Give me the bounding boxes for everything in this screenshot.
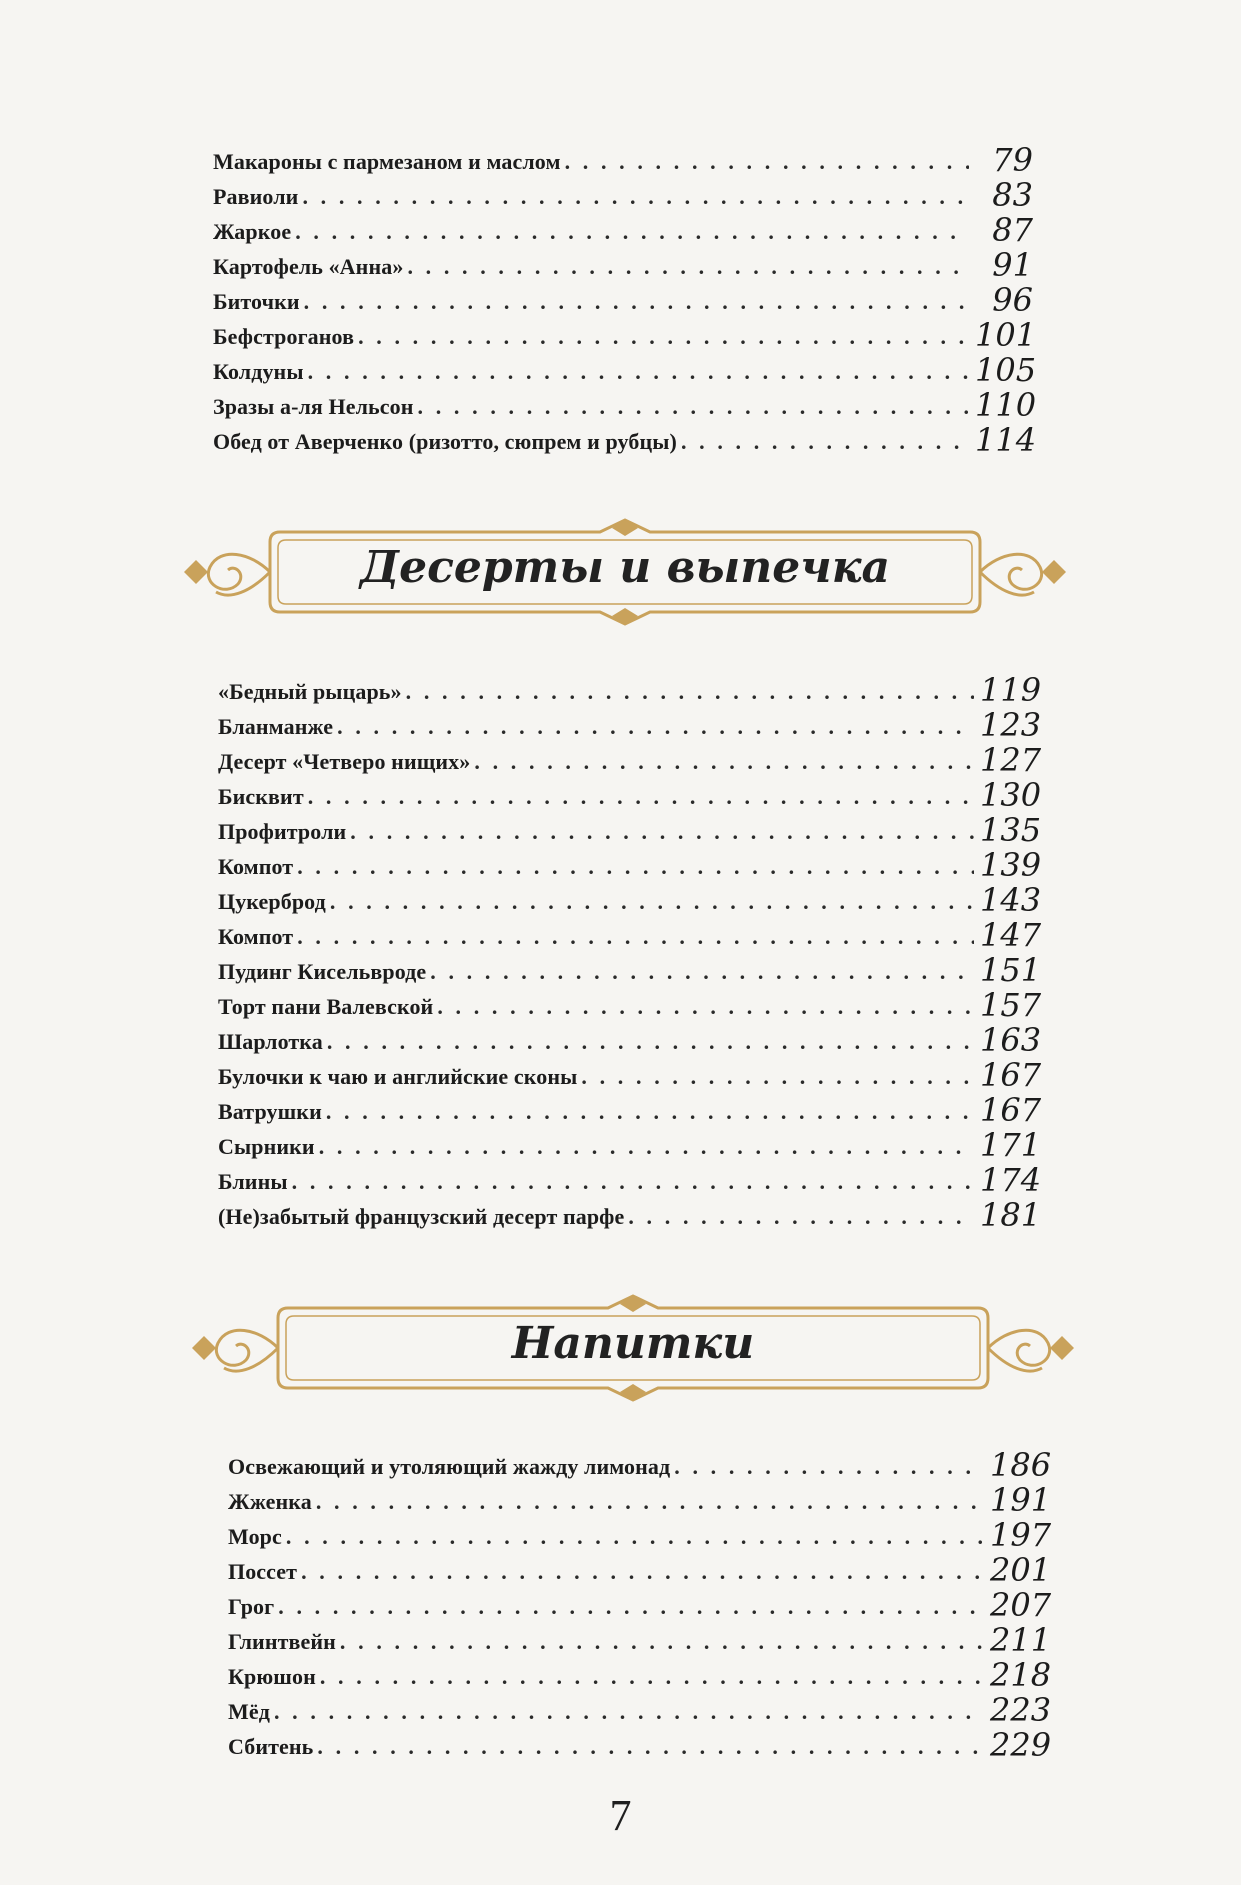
toc-entry <box>218 881 1042 919</box>
toc-entry-title: Картофель «Анна» <box>213 254 404 279</box>
toc-entry-page: 114 <box>975 421 1037 459</box>
toc-entry-title: Поссет <box>228 1559 298 1584</box>
toc-entry <box>228 1551 1052 1589</box>
toc-entry <box>218 846 1042 884</box>
toc-entry <box>218 1126 1042 1164</box>
dot-leader <box>565 149 969 175</box>
toc-entry-page: 143 <box>980 881 1042 919</box>
toc-entry-title: Блины <box>218 1169 288 1194</box>
toc-entry <box>218 671 1042 709</box>
toc-entry-title: Жаркое <box>213 219 292 244</box>
dot-leader <box>295 219 969 245</box>
toc-entry <box>218 1056 1042 1094</box>
toc-entry-page: 123 <box>980 706 1042 744</box>
toc-entry-page: 163 <box>980 1021 1042 1059</box>
dot-leader <box>297 854 974 880</box>
toc-entry-page: 211 <box>990 1621 1052 1659</box>
toc-entry-title: Зразы а-ля Нельсон <box>213 394 414 419</box>
toc-entry-page: 127 <box>980 741 1042 779</box>
toc-entry-page: 135 <box>980 811 1042 849</box>
toc-entry-title: Профитроли <box>218 819 347 844</box>
toc-entry-page: 157 <box>980 986 1042 1024</box>
dot-leader <box>337 714 974 740</box>
dot-leader <box>278 1594 984 1620</box>
toc-entry-title: Десерт «Четверо нищих» <box>218 749 471 774</box>
toc-entry <box>228 1656 1052 1694</box>
toc-entry-page: 96 <box>992 281 1033 319</box>
dot-leader <box>430 959 974 985</box>
dot-leader <box>406 679 974 705</box>
dot-leader <box>418 394 969 420</box>
toc-entry-title: Биточки <box>213 289 300 314</box>
toc-entry <box>228 1481 1052 1519</box>
toc-entry-page: 110 <box>975 386 1037 424</box>
toc-entry <box>218 706 1042 744</box>
toc-entry-title: Глинтвейн <box>228 1629 336 1654</box>
toc-entry <box>213 282 1033 317</box>
dot-leader <box>308 784 974 810</box>
toc-entry <box>213 351 1037 389</box>
toc-entry-page: 147 <box>980 916 1042 954</box>
toc-entry-title: Компот <box>218 854 294 879</box>
dot-leader <box>316 1489 984 1515</box>
toc-entry <box>213 212 1033 247</box>
toc-entry-page: 151 <box>980 951 1042 989</box>
toc-entry <box>228 1621 1052 1659</box>
toc-entry-page: 119 <box>980 671 1042 709</box>
toc-entry-title: (Не)забытый французский десерт парфе <box>218 1204 625 1229</box>
dot-leader <box>308 359 969 385</box>
dot-leader <box>301 1559 984 1585</box>
toc-entry-title: Крюшон <box>228 1664 316 1689</box>
toc-entry-title: Бисквит <box>218 784 304 809</box>
toc-entry <box>218 776 1042 814</box>
toc-entry-title: Сбитень <box>228 1734 314 1759</box>
toc-entry-title: Сырники <box>218 1134 315 1159</box>
toc-entry <box>228 1691 1052 1729</box>
toc-list-main-end <box>213 141 1037 459</box>
page-number: 7 <box>609 1791 632 1840</box>
toc-entry-title: Торт пани Валевской <box>218 994 434 1019</box>
dot-leader <box>474 749 974 775</box>
toc-entry <box>218 1161 1042 1199</box>
toc-entry-title: Освежающий и утоляющий жажду лимонад <box>228 1454 671 1479</box>
toc-entry <box>213 421 1037 459</box>
toc-entry-page: 79 <box>992 141 1033 179</box>
toc-entry-title: Бефстроганов <box>213 324 355 349</box>
toc-list-drinks <box>228 1446 1052 1764</box>
dot-leader <box>674 1454 984 1480</box>
toc-entry-title: Булочки к чаю и английские сконы <box>218 1064 578 1089</box>
toc-entry <box>213 177 1033 212</box>
toc-entry-page: 167 <box>980 1056 1042 1094</box>
toc-entry-page: 174 <box>980 1161 1042 1199</box>
toc-entry-page: 171 <box>980 1126 1042 1164</box>
toc-entry-page: 229 <box>990 1726 1052 1764</box>
section-heading-drinks: Напитки <box>511 1318 755 1369</box>
toc-entry-page: 207 <box>990 1586 1052 1624</box>
toc-entry-title: Пудинг Кисельвроде <box>218 959 427 984</box>
toc-entry-page: 218 <box>990 1656 1052 1694</box>
toc-entry-title: Обед от Аверченко (ризотто, сюпрем и рубцы) <box>213 429 677 454</box>
dot-leader <box>320 1664 984 1690</box>
dot-leader <box>437 994 974 1020</box>
toc-entry-page: 191 <box>990 1481 1052 1519</box>
dot-leader <box>358 324 969 350</box>
toc-entry-page: 201 <box>990 1551 1052 1589</box>
dot-leader <box>581 1064 974 1090</box>
toc-entry <box>218 916 1042 954</box>
toc-entry-title: Бланманже <box>218 714 334 739</box>
toc-entry <box>218 951 1042 989</box>
toc-entry <box>228 1726 1052 1764</box>
toc-entry-page: 139 <box>980 846 1042 884</box>
toc-entry-page: 91 <box>992 246 1033 284</box>
toc-entry <box>218 986 1042 1024</box>
dot-leader <box>286 1524 984 1550</box>
toc-entry <box>218 811 1042 849</box>
toc-entry-title: Цукерброд <box>218 889 326 914</box>
dot-leader <box>407 254 969 280</box>
toc-entry-title: Макароны с пармезаном и маслом <box>213 149 561 174</box>
dot-leader <box>327 1029 974 1055</box>
toc-entry <box>218 1021 1042 1059</box>
toc-entry <box>218 1091 1042 1129</box>
toc-entry-title: Шарлотка <box>218 1029 323 1054</box>
dot-leader <box>330 889 974 915</box>
dot-leader <box>681 429 969 455</box>
dot-leader <box>297 924 974 950</box>
dot-leader <box>292 1169 974 1195</box>
dot-leader <box>302 184 969 210</box>
toc-entry <box>218 741 1042 779</box>
toc-list-desserts <box>218 671 1042 1234</box>
toc-entry-title: Ватрушки <box>218 1099 322 1124</box>
toc-entry <box>228 1446 1052 1484</box>
dot-leader <box>317 1734 984 1760</box>
toc-entry-page: 130 <box>980 776 1042 814</box>
toc-entry <box>213 386 1037 424</box>
toc-entry-title: Мёд <box>228 1699 270 1724</box>
toc-entry-title: Равиоли <box>213 184 299 209</box>
toc-entry-title: Морс <box>228 1524 282 1549</box>
dot-leader <box>628 1204 974 1230</box>
toc-entry-title: Грог <box>228 1594 275 1619</box>
dot-leader <box>350 819 974 845</box>
toc-entry-title: Колдуны <box>213 359 304 384</box>
toc-entry <box>228 1516 1052 1554</box>
section-banner-desserts <box>180 512 1070 632</box>
toc-entry <box>218 1196 1042 1234</box>
section-banner-drinks <box>188 1288 1078 1408</box>
toc-entry <box>213 247 1033 282</box>
dot-leader <box>319 1134 974 1160</box>
toc-entry-title: Жженка <box>228 1489 312 1514</box>
toc-entry-page: 167 <box>980 1091 1042 1129</box>
toc-entry-title: Компот <box>218 924 294 949</box>
dot-leader <box>340 1629 984 1655</box>
dot-leader <box>326 1099 974 1125</box>
section-heading-desserts: Десерты и выпечка <box>359 542 891 593</box>
toc-entry-page: 87 <box>992 211 1033 249</box>
toc-entry-page: 197 <box>990 1516 1052 1554</box>
toc-entry <box>228 1586 1052 1624</box>
dot-leader <box>274 1699 984 1725</box>
toc-entry-page: 181 <box>980 1196 1042 1234</box>
toc-entry <box>213 316 1037 354</box>
dot-leader <box>304 289 969 315</box>
toc-entry-page: 101 <box>975 316 1037 354</box>
toc-entry-page: 105 <box>975 351 1037 389</box>
toc-entry-page: 223 <box>990 1691 1052 1729</box>
toc-entry-page: 83 <box>992 176 1033 214</box>
toc-entry <box>213 142 1033 177</box>
toc-entry-title: «Бедный рыцарь» <box>218 679 402 704</box>
toc-entry-page: 186 <box>990 1446 1052 1484</box>
